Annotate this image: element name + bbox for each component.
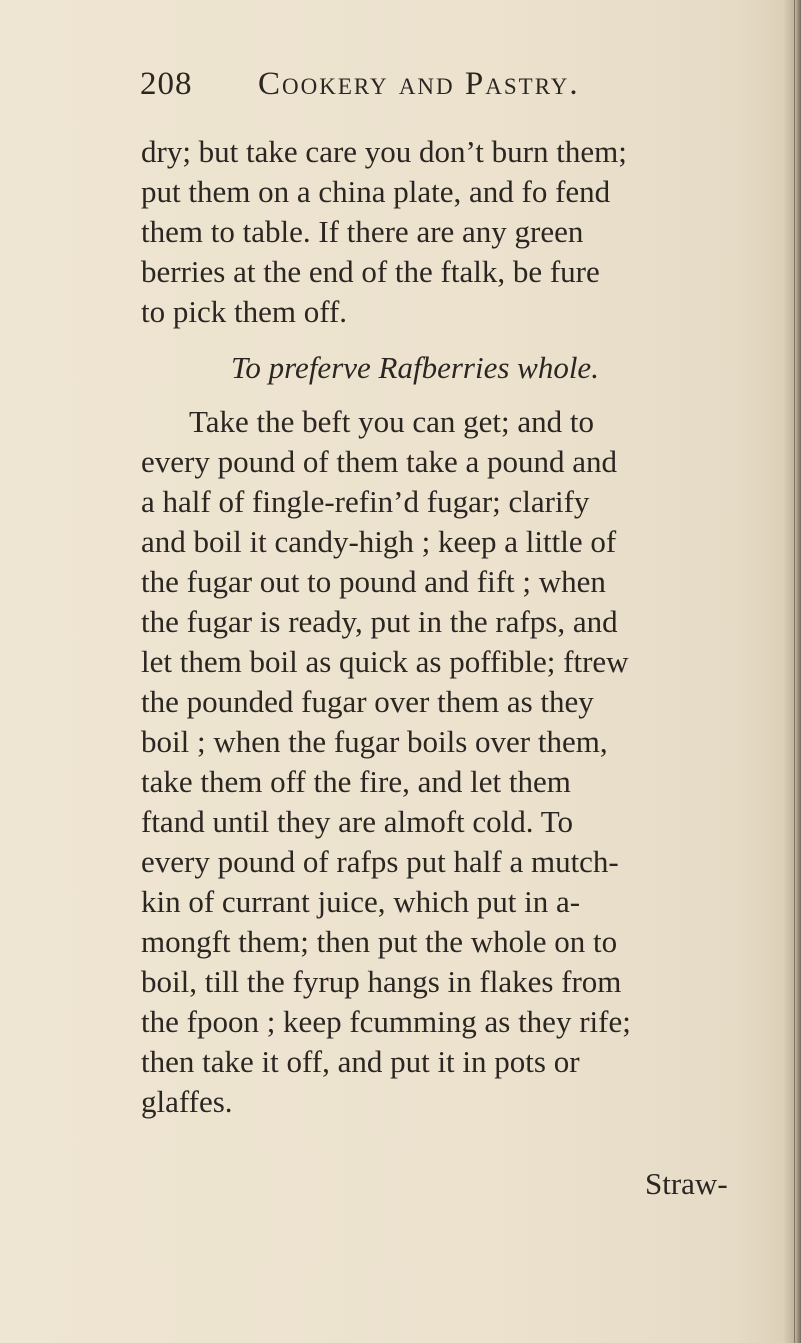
text-line: every pound of them take a pound and: [141, 444, 618, 479]
text-line: a half of fingle-refin’d fugar; clarify: [141, 484, 590, 519]
text-line: ftand until they are almoft cold. To: [141, 804, 574, 839]
text-line: them to table. If there are any green: [141, 214, 584, 249]
text-line: glaffes.: [141, 1084, 233, 1119]
text-line: Take the beft you can get; and to: [189, 404, 594, 439]
recipe-paragraph: [141, 402, 771, 1122]
text-line: then take it off, and put it in pots or: [141, 1044, 580, 1079]
text-line: the fugar is ready, put in the rafps, and: [141, 604, 618, 639]
page-edge-line: [794, 0, 795, 1343]
page-number: 208: [140, 66, 193, 102]
running-head: [140, 64, 700, 108]
body-text: [141, 132, 771, 1122]
text-line: mongft them; then put the whole on to: [141, 924, 618, 959]
running-head-title: Cookery and Pastry.: [258, 66, 580, 102]
text-line: and boil it candy-high ; keep a little of: [141, 524, 617, 559]
recipe-heading: To preferve Rafberries whole.: [231, 350, 599, 385]
text-line: every pound of rafps put half a mutch-: [141, 844, 619, 879]
text-line: the pounded fugar over them as they: [141, 684, 594, 719]
text-line: kin of currant juice, which put in a-: [141, 884, 581, 919]
text-line: to pick them off.: [141, 294, 348, 329]
text-line: the fugar out to pound and fift ; when: [141, 564, 606, 599]
text-line: berries at the end of the ftalk, be fure: [141, 254, 600, 289]
paragraph-continued: [141, 132, 771, 332]
text-line: take them off the fire, and let them: [141, 764, 571, 799]
text-line: put them on a china plate, and fo fend: [141, 174, 611, 209]
text-line: boil ; when the fugar boils over them,: [141, 724, 608, 759]
text-line: dry; but take care you don’t burn them;: [141, 134, 627, 169]
page-edge-shadow: [783, 0, 801, 1343]
catchword: Straw-: [645, 1166, 728, 1201]
text-line: let them boil as quick as poffible; ftrew: [141, 644, 629, 679]
text-line: boil, till the fyrup hangs in flakes from: [141, 964, 622, 999]
text-line: the fpoon ; keep fcumming as they rife;: [141, 1004, 631, 1039]
